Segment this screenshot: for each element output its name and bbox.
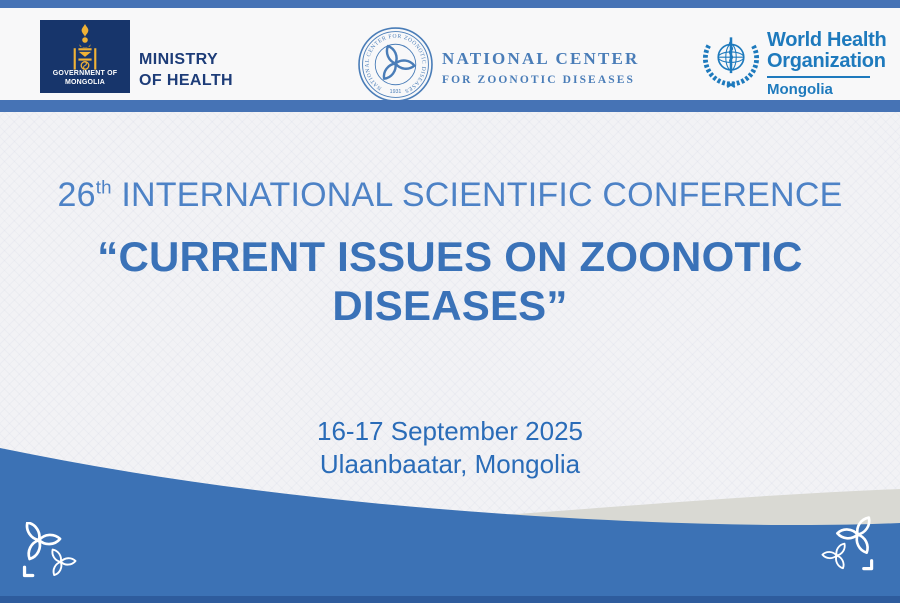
event-date: 16-17 September 2025 (317, 416, 583, 446)
ministry-line2: OF HEALTH (139, 71, 233, 89)
mongolian-knot-icon-left (20, 522, 78, 580)
government-of-mongolia-emblem (40, 20, 130, 93)
who-logo (702, 30, 886, 98)
page-title-line1: “CURRENT ISSUES ON ZOONOTIC (97, 233, 803, 280)
who-name-line1: World Health (767, 29, 887, 51)
bottom-accent-bar (0, 596, 900, 603)
government-logo-caption-line1: GOVERNMENT OF (52, 70, 118, 77)
event-location: Ulaanbaatar, Mongolia (319, 449, 581, 479)
who-wordmark (767, 30, 886, 98)
who-emblem-icon (702, 30, 760, 98)
nczd-wordmark (442, 49, 640, 86)
government-logo-caption (40, 69, 130, 87)
nczd-seal-ring-text: NATIONAL CENTER FOR ZOONOTIC DISEASES (364, 33, 427, 94)
conference-heading-text: INTERNATIONAL SCIENTIFIC CONFERENCE (111, 176, 843, 214)
who-name-line2: Organization (767, 50, 886, 72)
government-logo-caption-line2: MONGOLIA (64, 79, 106, 86)
ministry-of-health-logo (40, 20, 233, 93)
ministry-line1: MINISTRY (139, 50, 219, 68)
logo-header (0, 8, 900, 100)
nczd-logo (357, 26, 640, 108)
top-accent-bar (0, 0, 900, 8)
who-country: Mongolia (767, 81, 833, 98)
nczd-name-line1: NATIONAL CENTER (442, 48, 640, 68)
who-rule (767, 76, 870, 78)
header-divider-bar (0, 100, 900, 112)
nczd-seal-icon (357, 26, 434, 108)
ministry-of-health-wordmark (139, 23, 233, 91)
page-title (0, 232, 900, 330)
mongolian-knot-icon-right (820, 516, 876, 574)
conference-number: 26 (57, 176, 96, 214)
nczd-seal-year: 1931 (389, 88, 402, 95)
footer-wave (0, 443, 900, 603)
conference-heading (0, 176, 900, 215)
nczd-name-line2: FOR ZOONOTIC DISEASES (442, 73, 635, 86)
page-title-line2: DISEASES” (332, 282, 568, 329)
conference-ordinal: th (95, 176, 112, 198)
nczd-triskelion-icon (380, 46, 415, 80)
